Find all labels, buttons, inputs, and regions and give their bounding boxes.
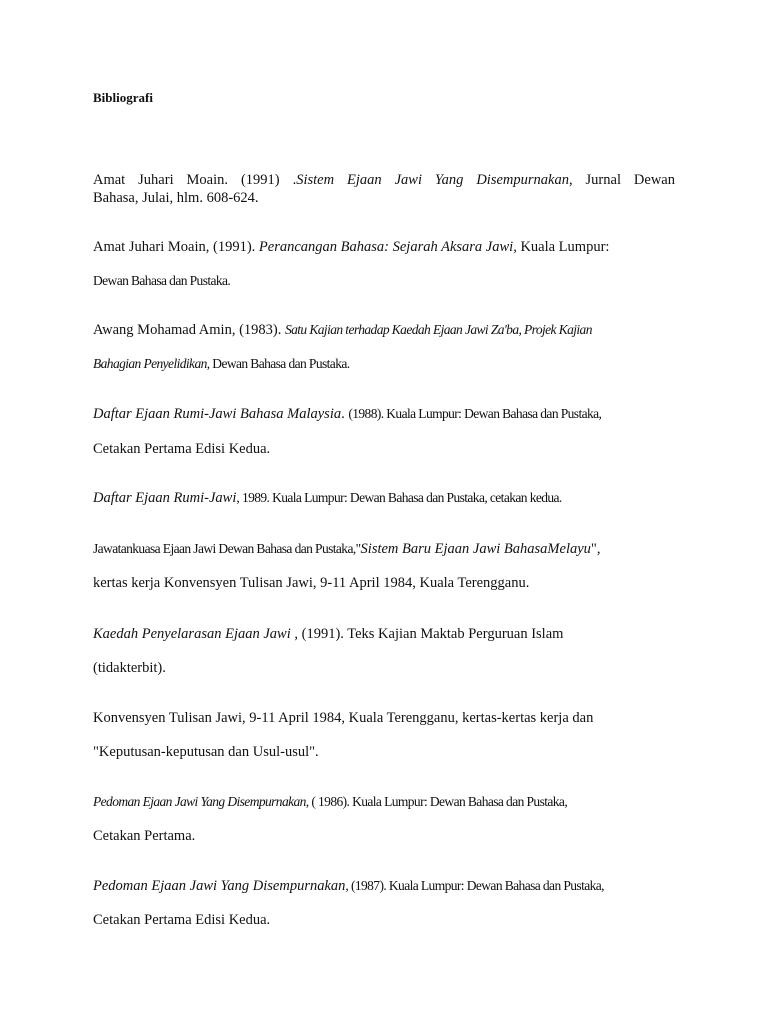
entry-2-line-1 bbox=[93, 238, 609, 256]
entry-4-line-1 bbox=[93, 405, 601, 423]
entry-3-line-1 bbox=[93, 321, 592, 339]
entry-4-title: Daftar Ejaan Rumi-Jawi Bahasa Malaysia bbox=[93, 406, 342, 422]
entry-9-line-1 bbox=[93, 793, 567, 811]
entry-9-title: Pedoman Ejaan Jawi Yang Disempurnakan bbox=[93, 794, 306, 809]
entry-10-year: , (1987). bbox=[345, 878, 389, 893]
entry-1-line-1 bbox=[93, 171, 675, 189]
entry-2-place: , Kuala Lumpur: bbox=[513, 239, 610, 255]
entry-6-author: Jawatankuasa Ejaan Jawi Dewan Bahasa dan Pustaka," bbox=[93, 541, 361, 556]
entry-6-line-1 bbox=[93, 540, 600, 558]
entry-3-publisher: , Dewan Bahasa dan Pustaka. bbox=[206, 356, 350, 371]
entry-9-line-2: Cetakan Pertama. bbox=[93, 828, 196, 844]
entry-2-author: Amat Juhari Moain, (1991). bbox=[93, 239, 259, 255]
entry-10-line-1 bbox=[93, 877, 604, 895]
entry-5-line-1 bbox=[93, 489, 562, 507]
entry-6-title: Sistem Baru Ejaan Jawi BahasaMelayu bbox=[360, 541, 591, 557]
entry-9-publisher: , ( 1986). Kuala Lumpur: Dewan Bahasa dan Pustaka, bbox=[305, 794, 568, 809]
entry-4-line-2: Cetakan Pertama Edisi Kedua. bbox=[93, 441, 271, 457]
entry-7-detail: , (1991). Teks Kajian Maktab Perguruan Islam bbox=[290, 626, 564, 642]
entry-3-line-2 bbox=[93, 355, 350, 373]
entry-8-line-2: "Keputusan-keputusan dan Usul-usul". bbox=[93, 744, 319, 760]
entry-3-title: Satu Kajian terhadap Kaedah Ejaan Jawi Za'ba, Projek Kajian bbox=[284, 322, 592, 337]
entry-4-publisher: (1988). Kuala Lumpur: Dewan Bahasa dan Pustaka, bbox=[348, 406, 602, 421]
entry-10-publisher: Kuala Lumpur: Dewan Bahasa dan Pustaka, bbox=[388, 878, 604, 893]
entry-2-title: Perancangan Bahasa: Sejarah Aksara Jawi bbox=[258, 239, 514, 255]
entry-5-publisher: , 1989. Kuala Lumpur: Dewan Bahasa dan Pustaka, cetakan kedua. bbox=[236, 490, 562, 505]
entry-8-line-1: Konvensyen Tulisan Jawi, 9-11 April 1984, Kuala Terengganu, kertas-kertas kerja dan bbox=[93, 710, 594, 726]
entry-7-line-1 bbox=[93, 625, 563, 643]
bibliography-heading: Bibliografi bbox=[93, 90, 153, 105]
entry-1-title: Sistem Ejaan Jawi Yang Disempurnakan bbox=[296, 172, 569, 188]
entry-1-line-2: Bahasa, Julai, hlm. 608-624. bbox=[93, 190, 259, 206]
entry-1-publication: , Jurnal Dewan bbox=[568, 172, 675, 188]
entry-10-line-2: Cetakan Pertama Edisi Kedua. bbox=[93, 912, 271, 928]
entry-6-line-2: kertas kerja Konvensyen Tulisan Jawi, 9-11 April 1984, Kuala Terengganu. bbox=[93, 575, 530, 591]
entry-7-line-2: (tidakterbit). bbox=[93, 660, 166, 676]
entry-2-line-2: Dewan Bahasa dan Pustaka. bbox=[93, 273, 231, 288]
entry-3-title-cont: Bahagian Penyelidikan bbox=[93, 356, 207, 371]
entry-3-author: Awang Mohamad Amin, (1983). bbox=[93, 322, 285, 338]
entry-4-sep: . bbox=[341, 406, 349, 422]
entry-1-author: Amat Juhari Moain. (1991) . bbox=[93, 172, 297, 188]
entry-10-title: Pedoman Ejaan Jawi Yang Disempurnakan bbox=[93, 878, 346, 894]
entry-6-close: ", bbox=[590, 541, 601, 557]
entry-7-title: Kaedah Penyelarasan Ejaan Jawi bbox=[93, 626, 291, 642]
entry-5-title: Daftar Ejaan Rumi-Jawi bbox=[93, 490, 237, 506]
